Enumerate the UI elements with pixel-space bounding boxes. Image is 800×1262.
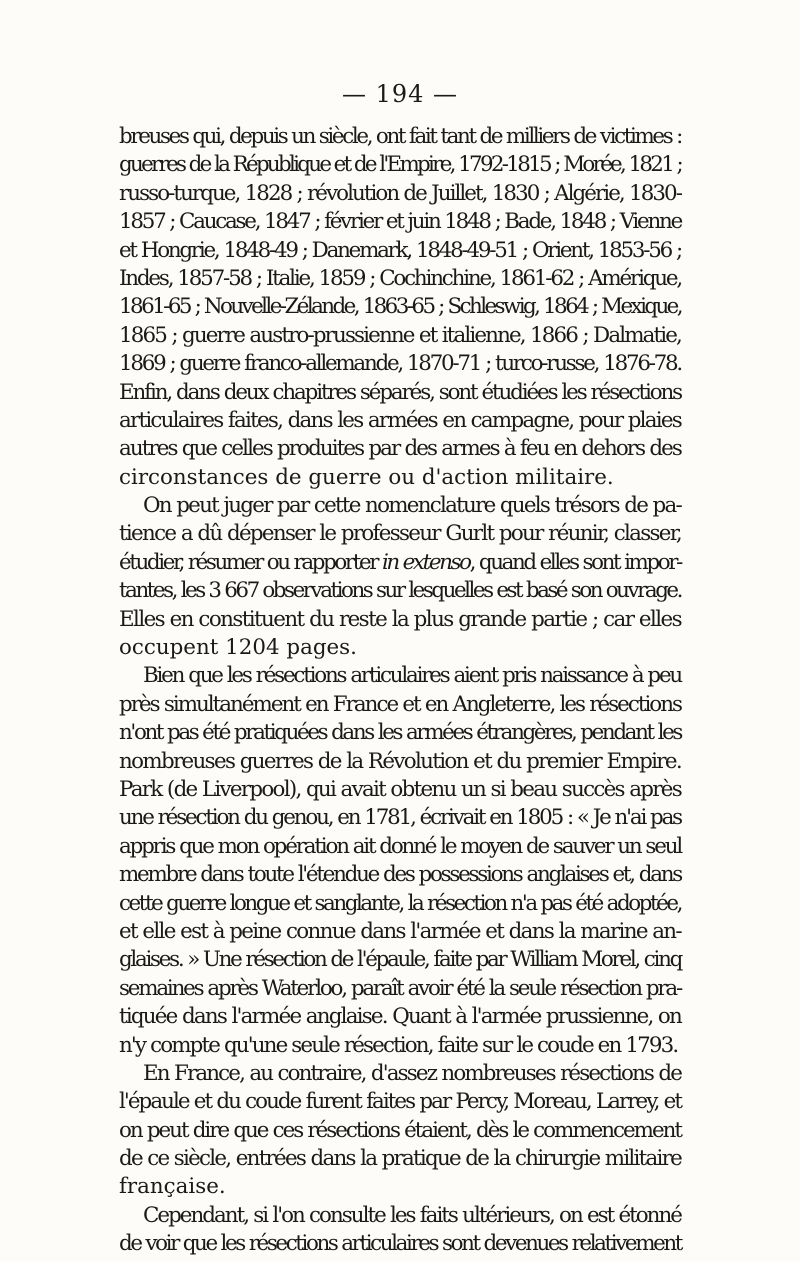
text-line: guerres de la République et de l'Empire, 1792-1815 ; Morée, 1821 ; <box>119 152 681 178</box>
text-line: Bien que les résections articulaires aient pris naissance à peu <box>143 663 681 689</box>
text-line <box>119 549 681 577</box>
text-line: breuses qui, depuis un siècle, ont fait tant de milliers de victimes : <box>119 124 681 149</box>
text-line: circonstances de guerre ou d'action militaire. <box>119 464 614 490</box>
body-text <box>119 123 681 1259</box>
text-line: de voir que les résections articulaires sont devenues relativement <box>119 1231 681 1257</box>
text-line: membre dans toute l'étendue des possessions anglaises et, dans <box>119 862 681 888</box>
text-line: n'ont pas été pratiquées dans les armées étrangères, pendant les <box>119 720 681 746</box>
text-line: 1869 ; guerre franco-allemande, 1870-71 ; turco-russe, 1876-78. <box>119 351 681 377</box>
text-segment: , quand elles sont impor- <box>469 549 682 575</box>
text-line: près simultanément en France et en Angleterre, les résections <box>119 691 681 717</box>
text-line: appris que mon opération ait donné le moyen de sauver un seul <box>119 833 681 859</box>
text-line: n'y compte qu'une seule résection, faite sur le coude en 1793. <box>119 1032 678 1058</box>
text-line: 1861-65 ; Nouvelle-Zélande, 1863-65 ; Schleswig, 1864 ; Mexique, <box>119 294 681 320</box>
text-line: tience a dû dépenser le professeur Gurlt pour réunir, classer, <box>119 521 681 547</box>
text-line: russo-turque, 1828 ; révolution de Juillet, 1830 ; Algérie, 1830- <box>119 180 681 206</box>
text-line: Park (de Liverpool), qui avait obtenu un si beau succès après <box>119 776 681 802</box>
text-line: cette guerre longue et sanglante, la résection n'a pas été adoptée, <box>119 890 681 916</box>
text-line: semaines après Waterloo, paraît avoir été la seule résection pra- <box>119 975 681 1001</box>
text-line: tiquée dans l'armée anglaise. Quant à l'armée prussienne, on <box>119 1004 681 1030</box>
text-line: et Hongrie, 1848-49 ; Danemark, 1848-49-51 ; Orient, 1853-56 ; <box>119 237 681 263</box>
text-line: française. <box>119 1174 226 1200</box>
text-line: autres que celles produites par des armes à feu en dehors des <box>119 436 681 462</box>
text-line: une résection du genou, en 1781, écrivait en 1805 : « Je n'ai pas <box>119 805 681 831</box>
text-line: de ce siècle, entrées dans la pratique de la chirurgie militaire <box>119 1146 681 1172</box>
text-line: 1857 ; Caucase, 1847 ; février et juin 1848 ; Bade, 1848 ; Vienne <box>119 209 681 235</box>
text-line: Indes, 1857-58 ; Italie, 1859 ; Cochinchine, 1861-62 ; Amérique, <box>119 265 681 291</box>
text-line: 1865 ; guerre austro-prussienne et italienne, 1866 ; Dalmatie, <box>119 322 681 348</box>
text-line: tantes, les 3 667 observations sur lesquelles est basé son ouvrage. <box>119 578 681 604</box>
text-line: articulaires faites, dans les armées en campagne, pour plaies <box>119 407 681 433</box>
text-line: on peut dire que ces résections étaient, dès le commencement <box>119 1117 681 1143</box>
italic-phrase: in extenso <box>381 549 470 575</box>
text-line: Enfin, dans deux chapitres séparés, sont étudiées les résections <box>119 379 681 405</box>
page-number-header: — 194 — <box>341 80 459 108</box>
text-line: Cependant, si l'on consulte les faits ultérieurs, on est étonné <box>143 1202 681 1228</box>
text-line: occupent 1204 pages. <box>119 635 357 661</box>
text-segment: étudier, résumer ou rapporter <box>119 549 382 575</box>
text-line: nombreuses guerres de la Révolution et du premier Empire. <box>119 748 681 774</box>
text-line: Elles en constituent du reste la plus grande partie ; car elles <box>119 606 681 632</box>
text-line: En France, au contraire, d'assez nombreuses résections de <box>143 1060 681 1086</box>
text-line: glaises. » Une résection de l'épaule, faite par William Morel, cinq <box>119 947 681 973</box>
text-line: et elle est à peine connue dans l'armée et dans la marine an- <box>119 918 681 944</box>
text-line: l'épaule et du coude furent faites par Percy, Moreau, Larrey, et <box>119 1089 681 1115</box>
text-line: On peut juger par cette nomenclature quels trésors de pa- <box>143 493 681 519</box>
